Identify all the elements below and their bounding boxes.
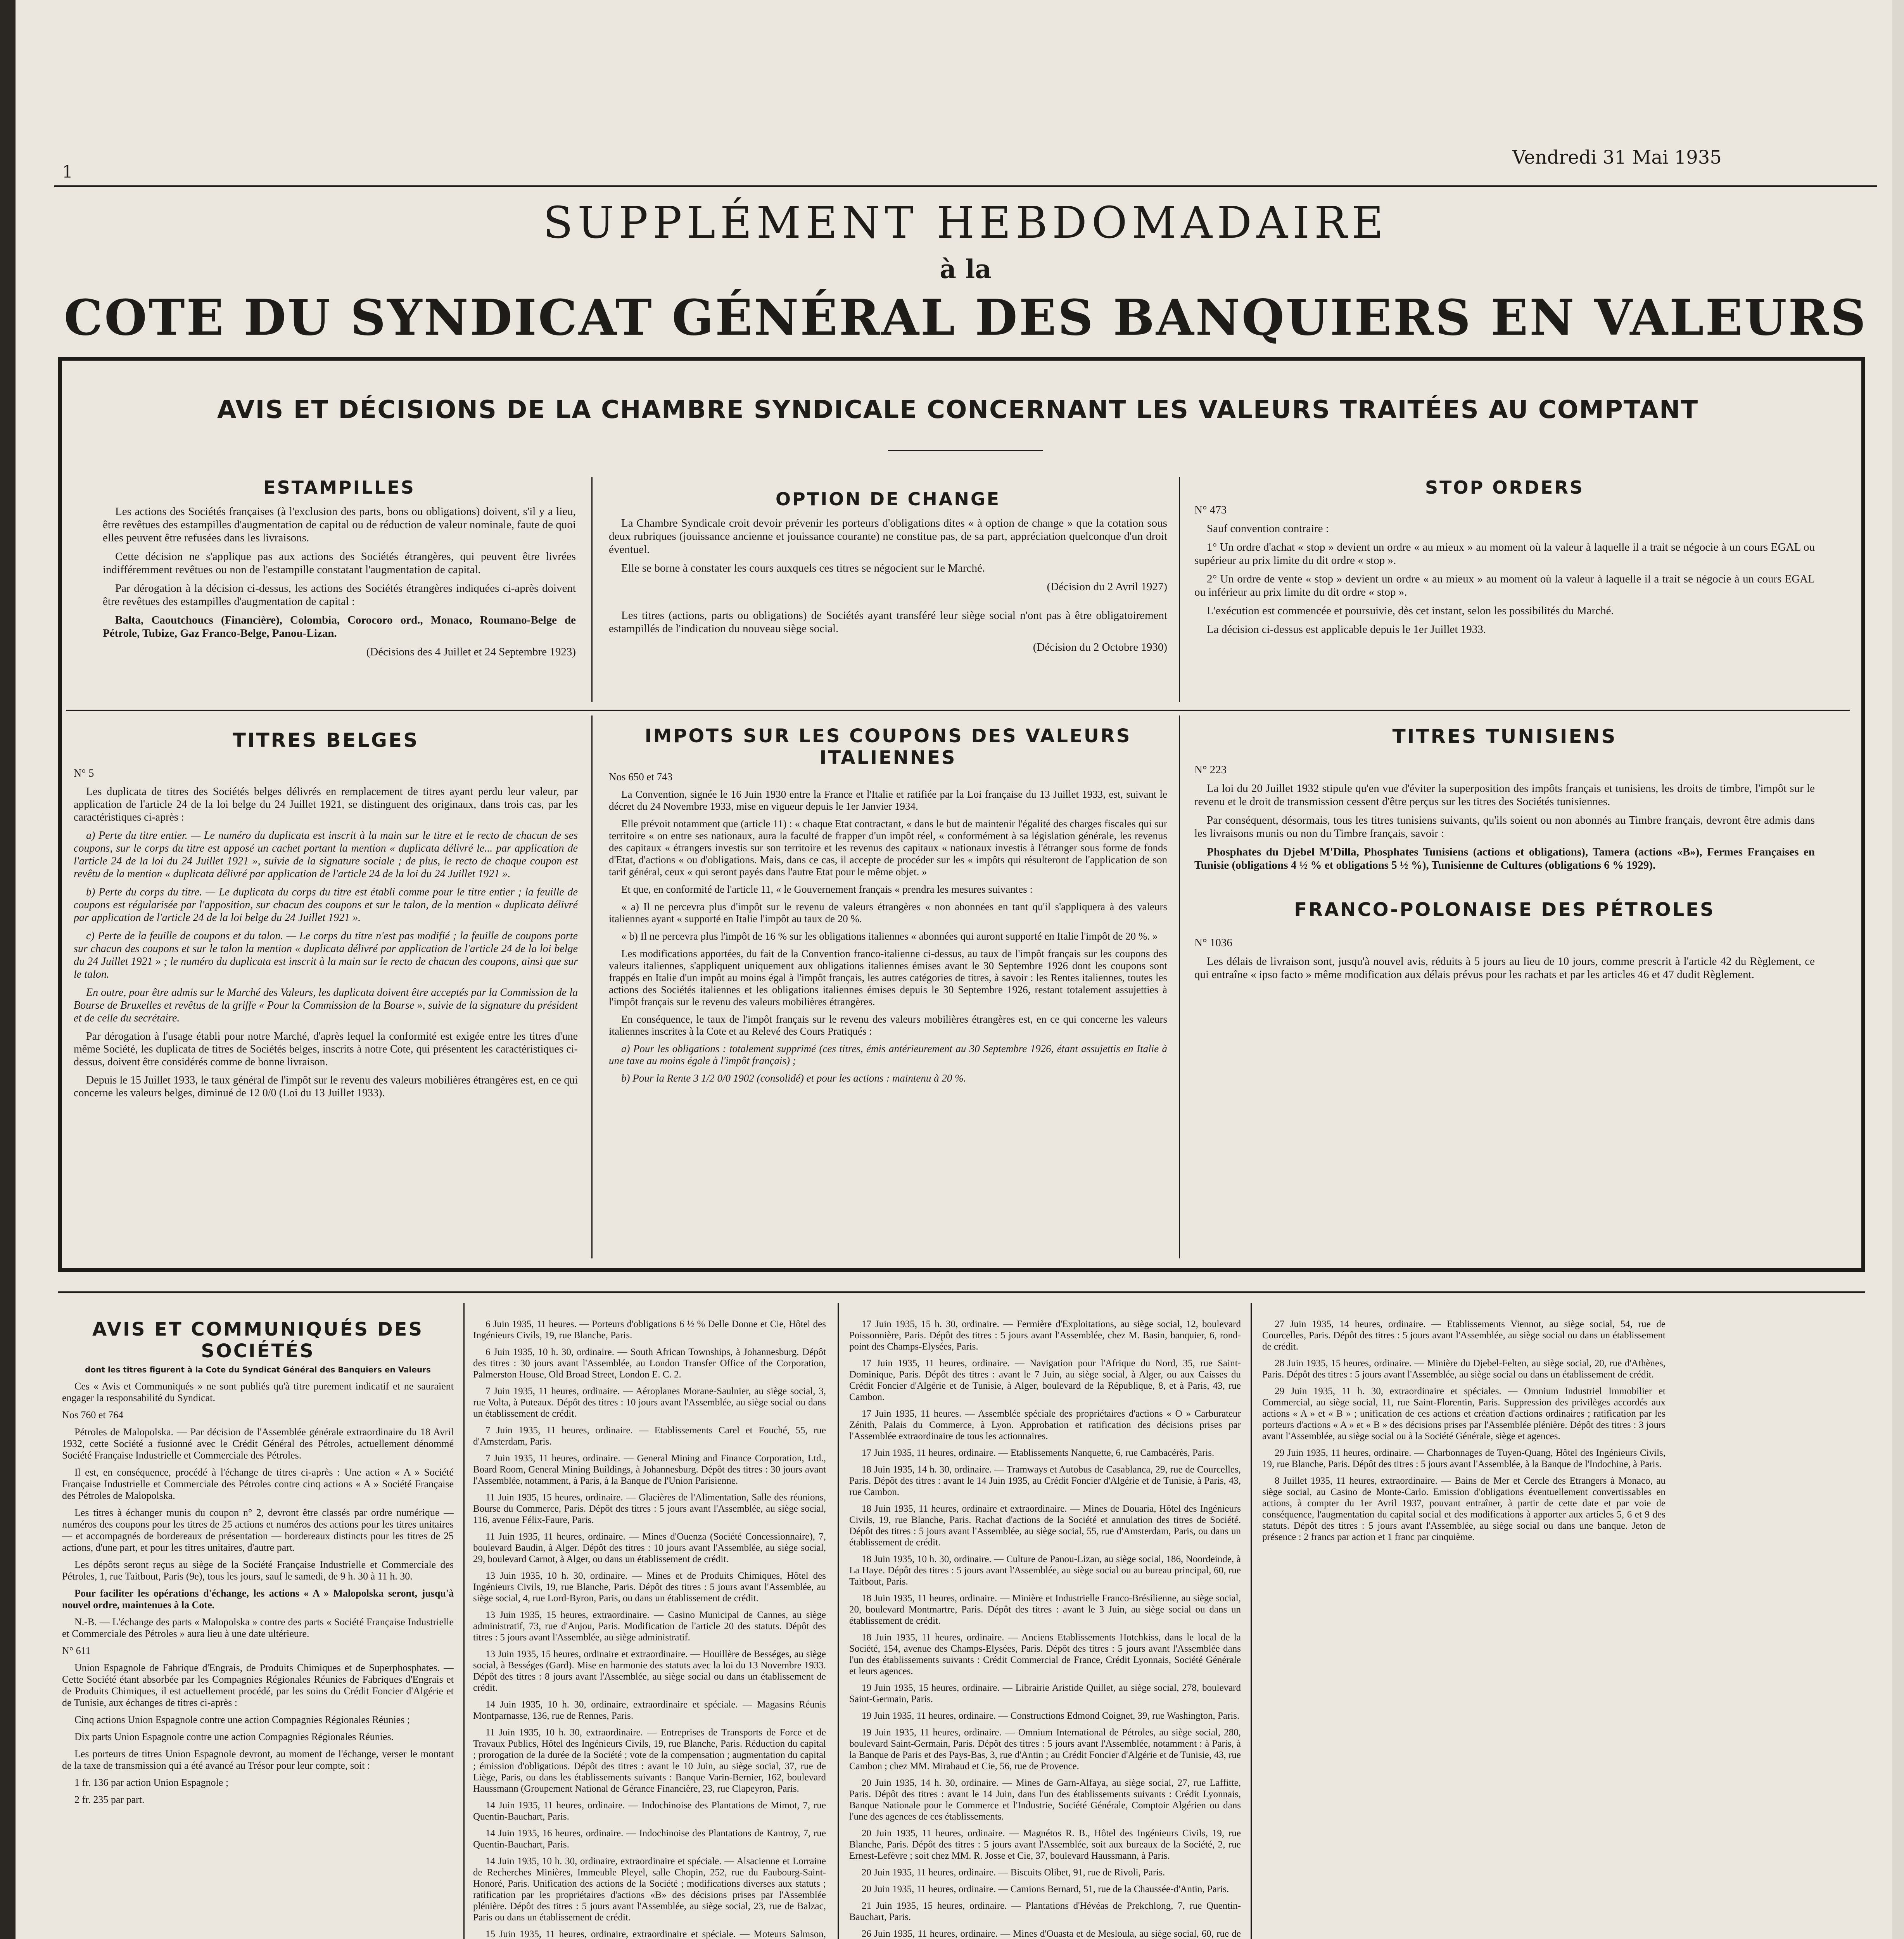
communiques-section — [62, 1319, 454, 1811]
convocation-entry: 21 Juin 1935, 15 heures, ordinaire. — Plantations d'Hévéas de Prekchlong, 7, rue Quentin-Bauchart, Paris. — [849, 1901, 1241, 1922]
convocation-entry: 20 Juin 1935, 11 heures, ordinaire. — Camions Bernard, 51, rue de la Chaussée-d'Antin, Paris. — [862, 1884, 1229, 1894]
convocation-entry: 13 Juin 1935, 10 h. 30, ordinaire. — Mines et de Produits Chimiques, Hôtel des Ingénieurs Civils, 19, rue Blanche, Paris. Dépôt des titres : 5 jours avant l'Assemblée, au siège social, 4, rue Lord-Byron, Paris, ou dans un établissement de crédit. — [473, 1571, 826, 1604]
communiques-p10: Les porteurs de titres Union Espagnole devront, au moment de l'échange, verser le montant de la taxe de transmission qui a été avancé au Trésor pour leur compte, soit : — [62, 1748, 454, 1771]
page-number: 1 — [62, 162, 73, 182]
convocation-entry: 14 Juin 1935, 10 h. 30, ordinaire, extraordinaire et spéciale. — Magasins Réunis Montparnasse, 136, rue de Rennes, Paris. — [473, 1699, 826, 1721]
convocation-entry: 6 Juin 1935, 11 heures. — Porteurs d'obligations 6 ½ % Delle Donne et Cie, Hôtel des Ingénieurs Civils, 19, rue Blanche, Paris. — [473, 1319, 826, 1341]
stop-p1: Sauf convention contraire : — [1207, 522, 1329, 535]
communiques-p5: Pour faciliter les opérations d'échange, les actions « A » Malopolska seront, jusqu'à nouvel ordre, maintenues à la Cote. — [62, 1588, 454, 1611]
estampilles-p5: (Décisions des 4 Juillet et 24 Septembre 1923) — [366, 646, 576, 658]
estampilles-p1: Les actions des Sociétés françaises (à l'exclusion des parts, bons ou obligations) doivent, s'il y a lieu, être revêtues des estampilles d'augmentation de capital ou de réduction de valeur nominale, faute de quoi elles peuvent être refusées dans les livraisons. — [103, 505, 576, 544]
belges-num: N° 5 — [74, 767, 94, 779]
communiques-n1: Nos 760 et 764 — [62, 1409, 124, 1421]
estampilles-section — [103, 477, 576, 664]
convocation-entry: 29 Juin 1935, 11 h. 30, extraordinaire et spéciales. — Omnium Industriel Immobilier et Commercial, au siège social, 11, rue Saint-Florentin, Paris. Suppression des privilèges accordés aux actions « A » et « B » ; unification de ces actions et création d'actions ordinaires ; ratification par les porteurs d'actions « A » et « B » des décisions prises par l'Assemblée plénière. Dépôt des titres : 3 jours avant l'Assemblée, au siège social ou à la Société Générale, siège et agences. — [1262, 1386, 1666, 1441]
franco-num: N° 1036 — [1194, 937, 1232, 949]
communiques-p3: Les titres à échanger munis du coupon n° 2, devront être classés par ordre numérique — numéros des coupons pour les titres de 25 actions et numéros des actions pour les titres unitaires — et accompagnés de bordereaux de présentation — bordereaux distincts pour les titres de 25 actions, d'une part, et pour les titres unitaires, d'autre part. — [62, 1507, 454, 1553]
convocation-entry: 14 Juin 1935, 10 h. 30, ordinaire, extraordinaire et spéciale. — Alsacienne et Lorraine de Recherches Minières, Immeuble Pleyel, salle Chopin, 252, rue du Faubourg-Saint-Honoré, Paris. Unification des actions de la Société ; modifications diverses aux statuts ; ratification par les propriétaires d'actions «B» des décisions prises par l'Assemblée plénière. Dépôt des titres : 5 jours avant l'Assemblée, au siège social, 23, rue de Balzac, Paris ou dans un établissement de crédit. — [473, 1856, 826, 1923]
row-rule — [66, 710, 1850, 711]
masthead-a-la: à la — [940, 254, 992, 284]
option-p4: Les titres (actions, parts ou obligations) de Sociétés ayant transféré leur siège social n'ont pas à être obligatoirement estampillés de l'indication du nouveau siège social. — [609, 609, 1167, 635]
convocation-entry: 19 Juin 1935, 11 heures, ordinaire. — Constructions Edmond Coignet, 39, rue Washington, Paris. — [862, 1711, 1240, 1721]
estampilles-p3: Par dérogation à la décision ci-dessus, les actions des Sociétés étrangères indiquées ci-après doivent être revêtues des estampilles d'augmentation de capital : — [103, 582, 576, 608]
option-p5: (Décision du 2 Octobre 1930) — [1033, 641, 1167, 653]
stop-p3: 2° Un ordre de vente « stop » devient un ordre « au mieux » au moment où la valeur à laquelle il a trait se négocie à un cours EGAL ou inférieur au prix limite du dit ordre « stop ». — [1194, 573, 1815, 598]
column-rule — [838, 1303, 839, 1939]
impots-p6: Les modifications apportées, du fait de la Convention franco-italienne ci-dessus, au taux de l'impôt français sur les coupons des valeurs italiennes, s'appliquent uniquement aux obligations italiennes émises avant le 30 Septembre 1926 dont les coupons sont frappés en Italie d'un impôt au moins égal à l'impôt français, les autres catégories de titres, à savoir : les Rentes italiennes, toutes les actions des Sociétés italiennes et les obligations italiennes émises depuis le 30 Septembre 1926, restant totalement assujetties à l'impôt français sur le revenu des valeurs mobilières étrangères. — [609, 948, 1167, 1008]
belges-title: TITRES BELGES — [232, 729, 419, 752]
stop-num: N° 473 — [1194, 504, 1227, 516]
convocation-entry: 13 Juin 1935, 15 heures, ordinaire et extraordinaire. — Houillère de Bességes, au siège social, à Bességes (Gard). Mise en harmonie des statuts avec la loi du 13 Novembre 1933. Dépôt des titres : 8 jours avant l'Assemblée, au siège social ou dans un établissement de crédit. — [473, 1649, 826, 1693]
column-rule — [1179, 715, 1180, 1258]
convocation-entry: 14 Juin 1935, 16 heures, ordinaire. — Indochinoise des Plantations de Kantroy, 7, rue Quentin-Bauchart, Paris. — [473, 1828, 826, 1850]
communiques-p1: Pétroles de Malopolska. — Par décision de l'Assemblée générale extraordinaire du 18 Avril 1932, cette Société a fusionné avec le Crédit Général des Pétroles, actuellement dénommé Société Française Industrielle et Commerciale des Pétroles. — [62, 1426, 454, 1461]
convocation-entry: 11 Juin 1935, 15 heures, ordinaire. — Glacières de l'Alimentation, Salle des réunions, Bourse du Commerce, Paris. Dépôt des titres : 5 jours avant l'Assemblée, au siège social, 116, avenue Félix-Faure, Paris. — [473, 1492, 826, 1525]
convocation-entry: 27 Juin 1935, 14 heures, ordinaire. — Etablissements Viennot, au siège social, 54, rue de Courcelles, Paris. Dépôt des titres : 5 jours avant l'Assemblée, au siège social ou dans un établissement de crédit. — [1262, 1319, 1666, 1352]
communiques-p12: 2 fr. 235 par part. — [74, 1794, 145, 1805]
tunisiens-p2: Par conséquent, désormais, tous les titres tunisiens suivants, qu'ils soient ou non abonnés au Timbre français, devront être admis dans les livraisons munis ou non du Timbre français, savoir : — [1194, 814, 1815, 840]
impots-title: IMPOTS SUR LES COUPONS DES VALEURS ITALIENNES — [644, 725, 1132, 769]
estampilles-title: ESTAMPILLES — [263, 477, 415, 498]
tunisiens-p1: La loi du 20 Juillet 1932 stipule qu'en vue d'éviter la superposition des impôts français et tunisiens, les droits de timbre, l'impôt sur le revenu et le droit de transmission cessent d'être perçus sur les titres des Sociétés tunisiennes. — [1194, 782, 1815, 808]
convocation-entry: 29 Juin 1935, 11 heures, ordinaire. — Charbonnages de Tuyen-Quang, Hôtel des Ingénieurs Civils, 19, rue Blanche, Paris. Dépôt des titres : 5 jours avant l'Assemblée, à la Banque de l'Indochine, à Paris. — [1262, 1448, 1666, 1469]
estampilles-p4: Balta, Caoutchoucs (Financière), Colombia, Corocoro ord., Monaco, Roumano-Belge de Pétrole, Tubize, Gaz Franco-Belge, Panou-Lizan. — [103, 614, 576, 639]
convocation-entry: 7 Juin 1935, 11 heures, ordinaire. — Etablissements Carel et Fouché, 55, rue d'Amsterdam, Paris. — [473, 1425, 826, 1447]
convocation-entry: 13 Juin 1935, 15 heures, extraordinaire. — Casino Municipal de Cannes, au siège administratif, 73, rue d'Anjou, Paris. Modification de l'article 20 des statuts. Dépôt des titres : 5 jours avant l'Assemblée, au siège administratif. — [473, 1610, 826, 1643]
convocation-entry: 17 Juin 1935, 11 heures. — Assemblée spéciale des propriétaires d'actions « O » Carburateur Zénith, Palais du Commerce, à Lyon. Approbation et ratification des décisions prises par l'Assemblée extraordinaire de tous les actionnaires. — [849, 1408, 1241, 1441]
communiques-p2: Il est, en conséquence, procédé à l'échange de titres ci-après : Une action « A » Société Française Industrielle et Commerciale des Pétroles contre cinq actions « A » Société Française des Pétroles de Malopolska. — [62, 1467, 454, 1501]
belges-p5: En outre, pour être admis sur le Marché des Valeurs, les duplicata doivent être acceptés par la Commission de la Bourse de Bruxelles et revêtus de la griffe « Pour la Commission de la Bourse », suivie de la signature du président et de celle du secrétaire. — [74, 987, 578, 1024]
title-rule — [888, 450, 1043, 451]
tunisiens-p3: Phosphates du Djebel M'Dilla, Phosphates Tunisiens (actions et obligations), Tamera (actions «B»), Fermes Françaises en Tunisie (obligations 4 ½ % et obligations 5 ½ %), Tunisienne de Cultures (obligations 6 % 1929). — [1194, 846, 1815, 871]
convocation-entry: 20 Juin 1935, 11 heures, ordinaire. — Magnétos R. B., Hôtel des Ingénieurs Civils, 19, rue Blanche, Paris. Dépôt des titres : 5 jours avant l'Assemblée, soit aux bureaux de la Société, 2, rue Ernest-Lefèvre ; soit chez MM. R. Josse et Cie, 37, boulevard Haussmann, à Paris. — [849, 1828, 1241, 1861]
impots-p1: La Convention, signée le 16 Juin 1930 entre la France et l'Italie et ratifiée par la Loi française du 13 Juillet 1933, est, suivant le décret du 24 Novembre 1933, mise en vigueur depuis le 1er Janvier 1934. — [609, 788, 1167, 812]
column-rule — [591, 715, 593, 1258]
communiques-p4: Les dépôts seront reçus au siège de la Société Française Industrielle et Commerciale des Pétroles, 1, rue Taitbout, Paris (9e), tous les jours, sauf le samedi, de 9 h. 30 à 11 h. 30. — [62, 1559, 454, 1582]
column-rule — [1251, 1303, 1252, 1939]
impots-italiens-section — [609, 725, 1167, 1090]
convocation-entry: 18 Juin 1935, 10 h. 30, ordinaire. — Culture de Panou-Lizan, au siège social, 186, Noordeinde, à La Haye. Dépôt des titres : 5 jours avant l'Assemblée, au siège social ou au bureau principal, 60, rue Taitbout, Paris. — [849, 1554, 1241, 1587]
communiques-p9: Dix parts Union Espagnole contre une action Compagnies Régionales Réunies. — [74, 1731, 394, 1742]
communiques-n2: N° 611 — [62, 1645, 91, 1656]
convocation-entry: 14 Juin 1935, 11 heures, ordinaire. — Indochinoise des Plantations de Mimot, 7, rue Quentin-Bauchart, Paris. — [473, 1800, 826, 1822]
convocation-entry: 28 Juin 1935, 15 heures, ordinaire. — Minière du Djebel-Felten, au siège social, 20, rue d'Athènes, Paris. Dépôt des titres : 5 jours avant l'Assemblée, au siège social ou dans un établissement de crédit. — [1262, 1358, 1666, 1380]
convocation-entry: 7 Juin 1935, 11 heures, ordinaire. — Aéroplanes Morane-Saulnier, au siège social, 3, rue Volta, à Puteaux. Dépôt des titres : 10 jours avant l'Assemblée, au siège social ou dans un établissement de crédit. — [473, 1386, 826, 1419]
convocation-entry: 20 Juin 1935, 14 h. 30, ordinaire. — Mines de Garn-Alfaya, au siège social, 27, rue Laffitte, Paris. Dépôt des titres : avant le 14 Juin, dans l'un des établissements suivants : Crédit Lyonnais, Banque Nationale pour le Commerce et l'Industrie, Société Générale, Comptoir Algérien ou dans l'une des agences de ces établissements. — [849, 1778, 1241, 1822]
communiques-title: AVIS ET COMMUNIQUÉS DES SOCIÉTÉS — [92, 1319, 424, 1362]
belges-p3: b) Perte du corps du titre. — Le duplicata du corps du titre est établi comme pour le titre entier ; la feuille de coupons est régularisée par l'apposition, sur chacun des coupons et sur le talon, de la mention « duplicata délivré par application de l'article 24 de la loi belge du 24 Juillet 1921 ». — [74, 886, 578, 924]
convocations-column-2 — [473, 1319, 826, 1939]
impots-p9: b) Pour la Rente 3 1/2 0/0 1902 (consolidé) et pour les actions : maintenu à 20 %. — [621, 1072, 966, 1084]
convocation-entry: 6 Juin 1935, 10 h. 30, ordinaire. — South African Townships, à Johannesburg. Dépôt des titres : 30 jours avant l'Assemblée, au London Transfer Office of the Corporation, Palmerston House, Old Broad Street, London E. C. 2. — [473, 1347, 826, 1380]
lower-top-rule — [58, 1291, 1865, 1293]
convocation-entry: 18 Juin 1935, 11 heures, ordinaire. — Anciens Etablissements Hotchkiss, dans le local de la Société, 154, avenue des Champs-Elysées, Paris. Dépôt des titres : 5 jours avant l'Assemblée dans l'un des établissements suivants : Crédit Commercial de France, Crédit Lyonnais, Société Générale et leurs agences. — [849, 1632, 1241, 1676]
titres-tunisiens-section — [1194, 725, 1815, 987]
franco-title: FRANCO-POLONAISE DES PÉTROLES — [1294, 899, 1715, 921]
convocation-entry: 7 Juin 1935, 11 heures, ordinaire. — General Mining and Finance Corporation, Ltd., Board Room, General Mining Buildings, à Johannesburg. Dépôt des titres : 30 jours avant l'Assemblée, notamment, à Paris, à la Banque de l'Union Parisienne. — [473, 1453, 826, 1486]
impots-num: Nos 650 et 743 — [609, 771, 673, 783]
impots-p4: « a) Il ne percevra plus d'impôt sur le revenu de valeurs étrangères « non abonnées en tant qu'il s'appliquera à des valeurs italiennes ayant « supporté en Italie l'impôt au taux de 20 %. — [609, 901, 1167, 925]
stop-p4: L'exécution est commencée et poursuivie, dès cet instant, selon les possibilités du Marché. — [1207, 605, 1614, 617]
stop-orders-section — [1194, 477, 1815, 641]
communiques-intro: Ces « Avis et Communiqués » ne sont publiés qu'à titre purement indicatif et ne sauraient engager la responsabilité du Syndicat. — [62, 1381, 454, 1403]
franco-p1: Les délais de livraison sont, jusqu'à nouvel avis, réduits à 5 jours au lieu de 10 jours, comme prescrit à l'article 42 du Règlement, ce qui entraîne « ipso facto » même modification aux délais prévus pour les rachats et par les articles 46 et 47 dudit Règlement. — [1194, 955, 1815, 981]
communiques-p8: Cinq actions Union Espagnole contre une action Compagnies Régionales Réunies ; — [74, 1714, 410, 1725]
stop-p5: La décision ci-dessus est applicable depuis le 1er Juillet 1933. — [1207, 623, 1486, 636]
titres-belges-section — [74, 729, 578, 1105]
stop-p2: 1° Un ordre d'achat « stop » devient un ordre « au mieux » au moment où la valeur à laquelle il a trait se négocie à un cours EGAL ou supérieur au prix limite du dit ordre « stop ». — [1194, 541, 1815, 567]
convocation-entry: 8 Juillet 1935, 11 heures, extraordinaire. — Bains de Mer et Cercle des Etrangers à Monaco, au siège social, au Casino de Monte-Carlo. Emission d'obligations éventuellement convertissables en actions, à compter du 1er Avril 1937, pouvant entraîner, à partir de cette date et par voie de conséquence, l'augmentation du capital social et des modifications à apporter aux articles 5, 6 et 9 des statuts. Dépôt des titres : 5 jours avant l'Assemblée, au siège social ou dans une banque. Jeton de présence : 2 francs par action et 1 franc par cinquième. — [1262, 1476, 1666, 1542]
convocations-column-3 — [849, 1319, 1241, 1939]
masthead-title: COTE DU SYNDICAT GÉNÉRAL DES BANQUIERS EN VALEURS — [64, 289, 1868, 346]
option-p2: Elle se borne à constater les cours auxquels ces titres se négocient sur le Marché. — [621, 562, 985, 574]
impots-p2: Elle prévoit notamment que (article 11) : « chaque Etat contractant, « dans le but de maintenir l'égalité des charges fiscales qui sur territoire « on entre ses nationaux, aura la faculté de frapper d'un impôt réel, « conformément à sa législation générale, les revenus des capitaux « étrangers investis sur son territoire et les revenus des capitaux « nationaux investis à l'étranger sous forme de fonds d'Etat, d'actions « ou d'obligations. Mais, dans ce cas, il accepte de procéder sur les « impôts qui résulteront de l'application de son tarif général, ceux « qui seront payés dans l'autre Etat pour le même objet. » — [609, 818, 1167, 878]
impots-p5: « b) Il ne percevra plus l'impôt de 16 % sur les obligations italiennes « abonnées qui auront supporté en Italie l'impôt de 20 %. » — [621, 930, 1158, 942]
binding-gutter — [0, 0, 16, 1939]
tunisiens-num: N° 223 — [1194, 764, 1227, 776]
convocation-entry: 17 Juin 1935, 15 h. 30, ordinaire. — Fermière d'Exploitations, au siège social, 12, boulevard Poissonnière, Paris. Dépôt des titres : 5 jours avant l'Assemblée, chez M. Basin, banquier, 6, rond-point des Champs-Elysées, Paris. — [849, 1319, 1241, 1352]
convocation-entry: 18 Juin 1935, 11 heures, ordinaire et extraordinaire. — Mines de Douaria, Hôtel des Ingénieurs Civils, 19, rue Blanche, Paris. Rachat d'actions de la Société et annulation des titres de Société. Dépôt des titres : 5 jours avant l'Assemblée, au siège social, 55, rue d'Amsterdam, Paris, ou dans un établissement de crédit. — [849, 1504, 1241, 1548]
convocation-entry: 19 Juin 1935, 15 heures, ordinaire. — Librairie Aristide Quillet, au siège social, 278, boulevard Saint-Germain, Paris. — [849, 1683, 1241, 1704]
communiques-p11: 1 fr. 136 par action Union Espagnole ; — [74, 1777, 229, 1788]
belges-p6: Par dérogation à l'usage établi pour notre Marché, d'après lequel la conformité est exigée entre les titres d'une même Société, les duplicata de titres de Sociétés belges, inscrits à notre Cote, qui présentent les caractéristiques ci-dessus, doivent être considérés comme de bonne livraison. — [74, 1030, 578, 1068]
tunisiens-title: TITRES TUNISIENS — [1392, 725, 1617, 748]
convocations-column-4 — [1262, 1319, 1666, 1548]
option-title: OPTION DE CHANGE — [775, 489, 1001, 510]
stop-title: STOP ORDERS — [1425, 477, 1584, 498]
estampilles-p2: Cette décision ne s'applique pas aux actions des Sociétés étrangères, qui peuvent être livrées indifféremment revêtues ou non de l'estampille constatant l'augmentation de capital. — [103, 550, 576, 576]
belges-p2: a) Perte du titre entier. — Le numéro du duplicata est inscrit à la main sur le titre et le recto de chacun de ses coupons, sur le corps du titre est apposé un cachet portant la mention « duplicata délivré le... par application de l'article 24 de la loi du 24 Juillet 1921 », suivie de la signature sociale ; de plus, le recto de chaque coupon est revêtu de la mention « duplicata délivré par application de l'article 24 de la loi du 24 Juillet 1921 ». — [74, 830, 578, 880]
convocation-entry: 20 Juin 1935, 11 heures, ordinaire. — Biscuits Olibet, 91, rue de Rivoli, Paris. — [862, 1867, 1165, 1878]
belges-p1: Les duplicata de titres des Sociétés belges délivrés en remplacement de titres ayant perdu leur valeur, par application de l'article 24 de la loi belge du 24 Juillet 1921, se distinguent des originaux, dans trois cas, par les caractéristiques ci-après : — [74, 786, 578, 823]
convocation-entry: 17 Juin 1935, 11 heures, ordinaire. — Navigation pour l'Afrique du Nord, 35, rue Saint-Dominique, Paris. Dépôt des titres : avant le 7 Juin, au siège social, à Alger, ou aux Caisses du Crédit Foncier d'Algérie et de Tunisie, à Alger, boulevard de la République, 8, et à Paris, 43, rue Cambon. — [849, 1358, 1241, 1402]
convocation-entry: 19 Juin 1935, 11 heures, ordinaire. — Omnium International de Pétroles, au siège social, 280, boulevard Saint-Germain, Paris. Dépôt des titres : 5 jours avant l'Assemblée, notamment : à Paris, à la Banque de Paris et des Pays-Bas, 3, rue d'Antin ; au Crédit Foncier d'Algérie et de Tunisie, 43, rue Cambon ; chez MM. Mirabaud et Cie, 56, rue de Provence. — [849, 1727, 1241, 1771]
issue-date: Vendredi 31 Mai 1935 — [1512, 147, 1722, 168]
convocation-entry: 18 Juin 1935, 14 h. 30, ordinaire. — Tramways et Autobus de Casablanca, 29, rue de Courcelles, Paris. Dépôt des titres : avant le 14 Juin 1935, au Crédit Foncier d'Algérie et de Tunisie, à Paris, 43, rue Cambon. — [849, 1464, 1241, 1497]
impots-p3: Et que, en conformité de l'article 11, « le Gouvernement français « prendra les mesures suivantes : — [621, 883, 1033, 895]
option-p3: (Décision du 2 Avril 1927) — [1047, 581, 1167, 593]
column-rule — [1179, 477, 1180, 702]
communiques-p7: Union Espagnole de Fabrique d'Engrais, de Produits Chimiques et de Superphosphates. — Cette Société étant absorbée par les Compagnies Régionales Réunies de Fabriques d'Engrais et de Produits Chimiques, il est actuellement procédé, par les soins du Crédit Foncier d'Algérie et de Tunisie, aux échanges de titres ci-après : — [62, 1662, 454, 1708]
communiques-sub: dont les titres figurent à la Cote du Syndicat Général des Banquiers en Valeurs — [85, 1365, 431, 1374]
newspaper-page — [16, 0, 1892, 1939]
masthead-supplement: SUPPLÉMENT HEBDOMADAIRE — [543, 198, 1388, 248]
communiques-p6: N.-B. — L'échange des parts « Malopolska » contre des parts « Société Française Industrielle et Commerciale des Pétroles » aura lieu à une date ultérieure. — [62, 1616, 454, 1639]
convocation-entry: 26 Juin 1935, 11 heures, ordinaire. — Mines d'Ouasta et de Mesloula, au siège social, 60, rue de — [862, 1929, 1241, 1939]
impots-p8: a) Pour les obligations : totalement supprimé (ces titres, émis antérieurement au 30 Septembre 1926, étant assujettis en Italie à une taxe au moins égale à l'impôt français) ; — [609, 1043, 1167, 1066]
column-rule — [591, 477, 593, 702]
convocation-entry: 15 Juin 1935, 11 heures, ordinaire, extraordinaire et spéciale. — Moteurs Salmson, — [486, 1929, 826, 1939]
convocation-entry: 11 Juin 1935, 10 h. 30, extraordinaire. — Entreprises de Transports de Force et de Travaux Publics, Hôtel des Ingénieurs Civils, 19, rue Blanche, Paris. Réduction du capital ; prorogation de la durée de la Société ; vote de la compensation ; augmentation du capital ; émission d'obligations. Dépôt des titres : avant le 10 Juin, au siège social, 37, rue de Liège, Paris, ou dans les établissements suivants : Banque Varin-Bernier, 162, boulevard Haussmann (Groupement National de Gérance Financière, 23, rue Clapeyron, Paris. — [473, 1727, 826, 1794]
impots-p7: En conséquence, le taux de l'impôt français sur le revenu des valeurs mobilières étrangères est, en ce qui concerne les valeurs italiennes inscrites à la Cote et au Relevé des Cours Pratiqués : — [609, 1013, 1167, 1037]
column-rule — [463, 1303, 465, 1939]
option-section — [609, 489, 1167, 659]
convocation-entry: 11 Juin 1935, 11 heures, ordinaire. — Mines d'Ouenza (Société Concessionnaire), 7, boulevard Baudin, à Alger. Dépôt des titres : 10 jours avant l'Assemblée, au siège social, 29, boulevard Carnot, à Alger, ou dans un établissement de crédit. — [473, 1531, 826, 1564]
convocation-entry: 18 Juin 1935, 11 heures, ordinaire. — Minière et Industrielle Franco-Brésilienne, au siège social, 20, boulevard Montmartre, Paris. Dépôt des titres : avant le 3 Juin, au siège social ou dans un établissement de crédit. — [849, 1593, 1241, 1626]
belges-p4: c) Perte de la feuille de coupons et du talon. — Le corps du titre n'est pas modifié ; la feuille de coupons porte sur chacun des coupons et sur le talon la mention « duplicata délivré par application de l'article 24 de la loi belge du 24 Juillet 1921 » ; le numéro du duplicata est inscrit à la main sur le recto de chacun des coupons, ainsi que sur le talon. — [74, 930, 578, 980]
belges-p7: Depuis le 15 Juillet 1933, le taux général de l'impôt sur le revenu des valeurs mobilières étrangères est, en ce qui concerne les valeurs belges, diminué de 12 0/0 (Loi du 13 Juillet 1933). — [74, 1074, 578, 1099]
option-p1: La Chambre Syndicale croit devoir prévenir les porteurs d'obligations dites « à option de change » que la cotation sous deux rubriques (jouissance ancienne et jouissance courante) ne constitue pas, de sa part, appréciation quelconque d'un droit éventuel. — [609, 517, 1167, 556]
convocation-entry: 17 Juin 1935, 11 heures, ordinaire. — Etablissements Nanquette, 6, rue Cambacérès, Paris. — [862, 1448, 1215, 1458]
avis-title: AVIS ET DÉCISIONS DE LA CHAMBRE SYNDICALE CONCERNANT LES VALEURS TRAITÉES AU COMPTANT — [217, 396, 1699, 424]
header-rule — [54, 185, 1877, 187]
